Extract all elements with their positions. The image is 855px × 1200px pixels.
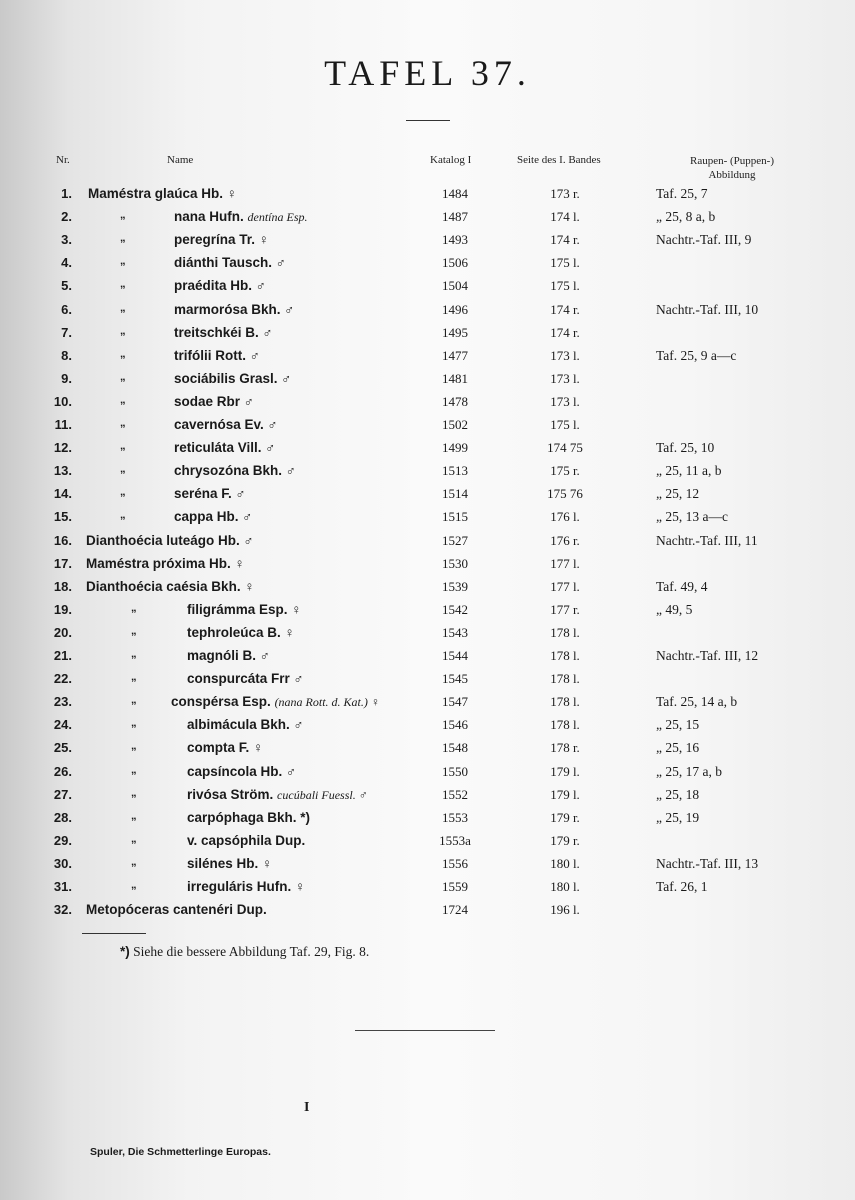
katalog-number: 1552 bbox=[442, 786, 468, 802]
synonym: cucúbali Fuessl. ♂ bbox=[277, 787, 368, 802]
katalog-number: 1548 bbox=[442, 740, 468, 756]
table-row bbox=[0, 417, 855, 440]
illustration-reference: „ 49, 5 bbox=[656, 601, 693, 617]
table-row bbox=[0, 486, 855, 509]
row-number: 29. bbox=[53, 832, 72, 848]
illustration-reference: „ 25, 13 a—c bbox=[656, 509, 728, 525]
illustration-reference: „ 25, 8 a, b bbox=[656, 209, 716, 225]
species-name: carpóphaga Bkh. *) bbox=[187, 809, 311, 825]
ditto-mark: „ bbox=[120, 324, 126, 337]
ditto-mark: „ bbox=[120, 393, 126, 406]
katalog-number: 1545 bbox=[442, 671, 468, 687]
row-number: 23. bbox=[53, 694, 72, 710]
katalog-number: 1506 bbox=[442, 255, 468, 271]
table-row bbox=[0, 556, 855, 579]
table-row bbox=[0, 856, 855, 879]
katalog-number: 1493 bbox=[442, 232, 468, 248]
illustration-reference: „ 25, 17 a, b bbox=[656, 763, 722, 779]
table-row bbox=[0, 764, 855, 787]
table-row bbox=[0, 325, 855, 348]
page-reference: 196 l. bbox=[550, 902, 580, 918]
species-name: peregrína Tr. ♀ bbox=[174, 232, 269, 248]
species-name: compta F. ♀ bbox=[187, 740, 264, 756]
table-row bbox=[0, 440, 855, 463]
row-number: 2. bbox=[61, 209, 72, 225]
row-number: 20. bbox=[53, 624, 72, 640]
ditto-mark: „ bbox=[120, 255, 126, 268]
header-seite: Seite des I. Bandes bbox=[517, 154, 601, 166]
ditto-mark: „ bbox=[131, 763, 137, 776]
species-name: diánthi Tausch. ♂ bbox=[174, 255, 286, 271]
species-name bbox=[174, 209, 308, 225]
page-reference: 179 r. bbox=[550, 832, 580, 848]
ditto-mark: „ bbox=[131, 648, 137, 660]
ditto-mark: „ bbox=[120, 486, 126, 499]
synonym: dentína Esp. bbox=[247, 210, 308, 225]
ditto-mark: „ bbox=[120, 278, 126, 291]
table-row bbox=[0, 278, 855, 301]
table-row bbox=[0, 394, 855, 417]
katalog-number: 1530 bbox=[442, 555, 468, 571]
row-number: 30. bbox=[53, 855, 72, 871]
row-number: 24. bbox=[53, 717, 72, 733]
species-name: irreguláris Hufn. ♀ bbox=[187, 879, 306, 894]
row-number: 18. bbox=[53, 578, 72, 594]
species-name: praédita Hb. ♂ bbox=[174, 278, 266, 294]
katalog-number: 1513 bbox=[442, 463, 468, 479]
ditto-mark: „ bbox=[131, 601, 137, 614]
signature-mark: I bbox=[304, 1100, 310, 1115]
illustration-reference: „ 25, 12 bbox=[656, 486, 700, 502]
species-name-text: rivósa Ström. bbox=[187, 786, 274, 802]
row-number: 26. bbox=[53, 763, 72, 779]
page-reference: 178 l. bbox=[550, 648, 580, 663]
illustration-reference: Nachtr.-Taf. III, 12 bbox=[656, 648, 759, 663]
row-number: 4. bbox=[61, 255, 72, 271]
species-name: trifólii Rott. ♂ bbox=[174, 347, 260, 363]
page-reference: 174 r. bbox=[550, 301, 580, 317]
illustration-reference: „ 25, 11 a, b bbox=[656, 463, 722, 479]
page-reference: 179 r. bbox=[550, 809, 580, 825]
header-raupen-line2: Abbildung bbox=[708, 169, 756, 181]
synonym: (nana Rott. d. Kat.) ♀ bbox=[274, 695, 380, 710]
footnote-mark: *) bbox=[120, 944, 130, 959]
page-reference: 175 r. bbox=[550, 463, 580, 479]
ditto-mark: „ bbox=[131, 717, 137, 730]
row-number: 13. bbox=[53, 463, 72, 479]
page-reference: 180 l. bbox=[550, 855, 580, 871]
table-row bbox=[0, 509, 855, 532]
publisher-line: Spuler, Die Schmetterlinge Europas. bbox=[90, 1146, 271, 1158]
table-row bbox=[0, 186, 855, 209]
table-row bbox=[0, 879, 855, 902]
illustration-reference: Taf. 26, 1 bbox=[656, 879, 708, 894]
ditto-mark: „ bbox=[131, 624, 137, 637]
page-reference: 175 76 bbox=[547, 486, 583, 502]
species-name: cappa Hb. ♂ bbox=[174, 509, 253, 525]
table-row bbox=[0, 348, 855, 371]
ditto-mark: „ bbox=[131, 809, 137, 822]
page-reference: 179 l. bbox=[550, 786, 580, 802]
katalog-number: 1499 bbox=[442, 440, 468, 456]
illustration-reference: „ 25, 19 bbox=[656, 809, 700, 825]
illustration-reference: Taf. 49, 4 bbox=[656, 578, 708, 594]
table-row bbox=[0, 787, 855, 810]
table-row bbox=[0, 833, 855, 856]
table-row bbox=[0, 810, 855, 833]
ditto-mark: „ bbox=[120, 440, 126, 453]
table-row bbox=[0, 602, 855, 625]
species-name bbox=[171, 694, 380, 710]
page-reference: 177 l. bbox=[550, 578, 580, 594]
illustration-reference: Nachtr.-Taf. III, 10 bbox=[656, 301, 759, 317]
illustration-reference: „ 25, 15 bbox=[656, 717, 700, 733]
species-name: cavernósa Ev. ♂ bbox=[174, 417, 278, 432]
katalog-number: 1487 bbox=[442, 209, 468, 225]
katalog-number: 1514 bbox=[442, 486, 468, 502]
species-name: silénes Hb. ♀ bbox=[187, 855, 273, 871]
row-number: 11. bbox=[54, 417, 72, 432]
katalog-number: 1550 bbox=[442, 763, 468, 779]
species-name: Maméstra glaúca Hb. ♀ bbox=[88, 186, 237, 201]
katalog-number: 1502 bbox=[442, 417, 468, 432]
species-name: filigrámma Esp. ♀ bbox=[187, 601, 302, 617]
table-row bbox=[0, 463, 855, 486]
table-row bbox=[0, 371, 855, 394]
ditto-mark: „ bbox=[131, 855, 137, 868]
page-reference: 174 l. bbox=[550, 209, 580, 225]
species-name: v. capsóphila Dup. bbox=[187, 832, 306, 848]
katalog-number: 1542 bbox=[442, 601, 468, 617]
row-number: 31. bbox=[53, 879, 72, 894]
row-number: 19. bbox=[53, 601, 72, 617]
page-reference: 176 l. bbox=[550, 509, 580, 525]
katalog-number: 1496 bbox=[442, 301, 468, 317]
page-reference: 174 r. bbox=[550, 324, 580, 340]
species-name: albimácula Bkh. ♂ bbox=[187, 717, 304, 733]
page-reference: 178 l. bbox=[550, 624, 580, 640]
page-reference: 173 r. bbox=[550, 186, 580, 201]
ditto-mark: „ bbox=[131, 671, 137, 684]
row-number: 22. bbox=[53, 671, 72, 687]
table-row bbox=[0, 255, 855, 278]
ditto-mark: „ bbox=[120, 370, 126, 383]
katalog-number: 1481 bbox=[442, 370, 468, 386]
row-number: 15. bbox=[53, 509, 72, 525]
row-number: 9. bbox=[61, 370, 72, 386]
species-name: reticuláta Vill. ♂ bbox=[174, 440, 276, 456]
katalog-number: 1515 bbox=[442, 509, 468, 525]
page-title: TAFEL 37. bbox=[324, 53, 531, 93]
page-reference: 175 l. bbox=[550, 278, 580, 294]
row-number: 21. bbox=[53, 648, 72, 663]
page-reference: 178 l. bbox=[550, 671, 580, 687]
page-reference: 178 r. bbox=[550, 740, 580, 756]
page-reference: 176 r. bbox=[550, 532, 580, 548]
table-row bbox=[0, 717, 855, 740]
header-name: Name bbox=[167, 154, 194, 166]
katalog-number: 1546 bbox=[442, 717, 468, 733]
ditto-mark: „ bbox=[131, 740, 137, 753]
illustration-reference: „ 25, 16 bbox=[656, 740, 700, 756]
illustration-reference: „ 25, 18 bbox=[656, 786, 700, 802]
species-name-text: conspérsa Esp. bbox=[171, 694, 271, 710]
katalog-number: 1477 bbox=[442, 347, 468, 363]
species-name bbox=[187, 787, 368, 803]
header-raupen bbox=[662, 154, 802, 182]
ditto-mark: „ bbox=[120, 232, 126, 245]
table-row bbox=[0, 625, 855, 648]
katalog-number: 1553 bbox=[442, 809, 468, 825]
species-name: magnóli B. ♂ bbox=[187, 648, 270, 663]
illustration-reference: Nachtr.-Taf. III, 13 bbox=[656, 855, 759, 871]
row-number: 8. bbox=[61, 347, 72, 363]
row-number: 32. bbox=[53, 902, 72, 918]
page-reference: 178 l. bbox=[550, 717, 580, 733]
species-name: sodae Rbr ♂ bbox=[174, 393, 254, 409]
species-name: conspurcáta Frr ♂ bbox=[187, 671, 304, 687]
page-reference: 175 l. bbox=[550, 255, 580, 271]
species-name: Maméstra próxima Hb. ♀ bbox=[86, 555, 245, 571]
row-number: 28. bbox=[53, 809, 72, 825]
table-row bbox=[0, 740, 855, 763]
katalog-number: 1504 bbox=[442, 278, 468, 294]
table-row bbox=[0, 694, 855, 717]
row-number: 3. bbox=[61, 232, 72, 248]
page-reference: 177 r. bbox=[550, 601, 580, 617]
species-name: tephroleúca B. ♀ bbox=[187, 624, 295, 640]
katalog-number: 1724 bbox=[442, 902, 468, 918]
species-name: seréna F. ♂ bbox=[174, 486, 246, 502]
katalog-number: 1539 bbox=[442, 578, 468, 594]
row-number: 7. bbox=[61, 324, 72, 340]
katalog-number: 1544 bbox=[442, 648, 468, 663]
ditto-mark: „ bbox=[131, 786, 137, 799]
katalog-number: 1547 bbox=[442, 694, 468, 710]
table-row bbox=[0, 579, 855, 602]
species-name: treitschkéi B. ♂ bbox=[174, 324, 273, 340]
page-reference: 174 75 bbox=[547, 440, 583, 456]
ditto-mark: „ bbox=[120, 347, 126, 360]
header-nr: Nr. bbox=[56, 154, 70, 166]
ditto-mark: „ bbox=[131, 879, 137, 891]
page-reference: 180 l. bbox=[550, 879, 580, 894]
species-name: sociábilis Grasl. ♂ bbox=[174, 370, 292, 386]
row-number: 25. bbox=[53, 740, 72, 756]
table-row bbox=[0, 671, 855, 694]
species-name: marmorósa Bkh. ♂ bbox=[174, 301, 295, 317]
illustration-reference: Nachtr.-Taf. III, 9 bbox=[656, 232, 752, 248]
katalog-number: 1559 bbox=[442, 879, 468, 894]
species-name: chrysozóna Bkh. ♂ bbox=[174, 463, 296, 479]
page-reference: 177 l. bbox=[550, 555, 580, 571]
title-rule bbox=[406, 120, 450, 121]
header-raupen-line1: Raupen- (Puppen-) bbox=[689, 155, 774, 167]
ditto-mark: „ bbox=[120, 301, 126, 314]
katalog-number: 1484 bbox=[442, 186, 468, 201]
row-number: 1. bbox=[61, 186, 72, 201]
page-reference: 175 l. bbox=[550, 417, 580, 432]
illustration-reference: Taf. 25, 14 a, b bbox=[656, 694, 738, 710]
illustration-reference: Nachtr.-Taf. III, 11 bbox=[656, 532, 758, 548]
katalog-number: 1543 bbox=[442, 624, 468, 640]
species-name: Dianthoécia luteágo Hb. ♂ bbox=[86, 532, 254, 548]
ditto-mark: „ bbox=[131, 832, 137, 845]
species-name: capsíncola Hb. ♂ bbox=[187, 763, 297, 779]
row-number: 12. bbox=[53, 440, 72, 456]
katalog-number: 1495 bbox=[442, 324, 468, 340]
ditto-mark: „ bbox=[120, 417, 126, 429]
bottom-rule bbox=[355, 1030, 495, 1031]
footnote bbox=[120, 944, 369, 960]
table-row bbox=[0, 648, 855, 671]
footnote-rule bbox=[82, 933, 146, 934]
row-number: 16. bbox=[53, 532, 72, 548]
footnote-text: Siehe die bessere Abbildung Taf. 29, Fig. 8. bbox=[133, 944, 370, 959]
table-row bbox=[0, 902, 855, 925]
page-reference: 173 l. bbox=[550, 393, 580, 409]
ditto-mark: „ bbox=[120, 463, 126, 476]
table-row bbox=[0, 302, 855, 325]
katalog-number: 1553a bbox=[439, 832, 471, 848]
page-reference: 179 l. bbox=[550, 763, 580, 779]
katalog-number: 1478 bbox=[442, 393, 468, 409]
row-number: 27. bbox=[53, 786, 72, 802]
table-row bbox=[0, 232, 855, 255]
ditto-mark: „ bbox=[120, 509, 126, 522]
page-reference: 173 l. bbox=[550, 347, 580, 363]
species-name-text: nana Hufn. bbox=[174, 209, 244, 225]
row-number: 17. bbox=[53, 555, 72, 571]
page-reference: 173 l. bbox=[550, 370, 580, 386]
page-reference: 178 l. bbox=[550, 694, 580, 710]
illustration-reference: Taf. 25, 7 bbox=[656, 186, 708, 201]
ditto-mark: „ bbox=[131, 694, 137, 707]
table-row bbox=[0, 209, 855, 232]
ditto-mark: „ bbox=[120, 209, 126, 222]
katalog-number: 1527 bbox=[442, 532, 468, 548]
row-number: 5. bbox=[61, 278, 72, 294]
table-row bbox=[0, 533, 855, 556]
row-number: 6. bbox=[61, 301, 72, 317]
header-katalog: Katalog I bbox=[430, 154, 472, 166]
illustration-reference: Taf. 25, 9 a—c bbox=[656, 347, 737, 363]
illustration-reference: Taf. 25, 10 bbox=[656, 440, 715, 456]
katalog-number: 1556 bbox=[442, 855, 468, 871]
species-name: Dianthoécia caésia Bkh. ♀ bbox=[86, 578, 255, 594]
row-number: 14. bbox=[53, 486, 72, 502]
species-name: Metopóceras cantenéri Dup. bbox=[86, 902, 267, 918]
row-number: 10. bbox=[53, 393, 72, 409]
page-reference: 174 r. bbox=[550, 232, 580, 248]
